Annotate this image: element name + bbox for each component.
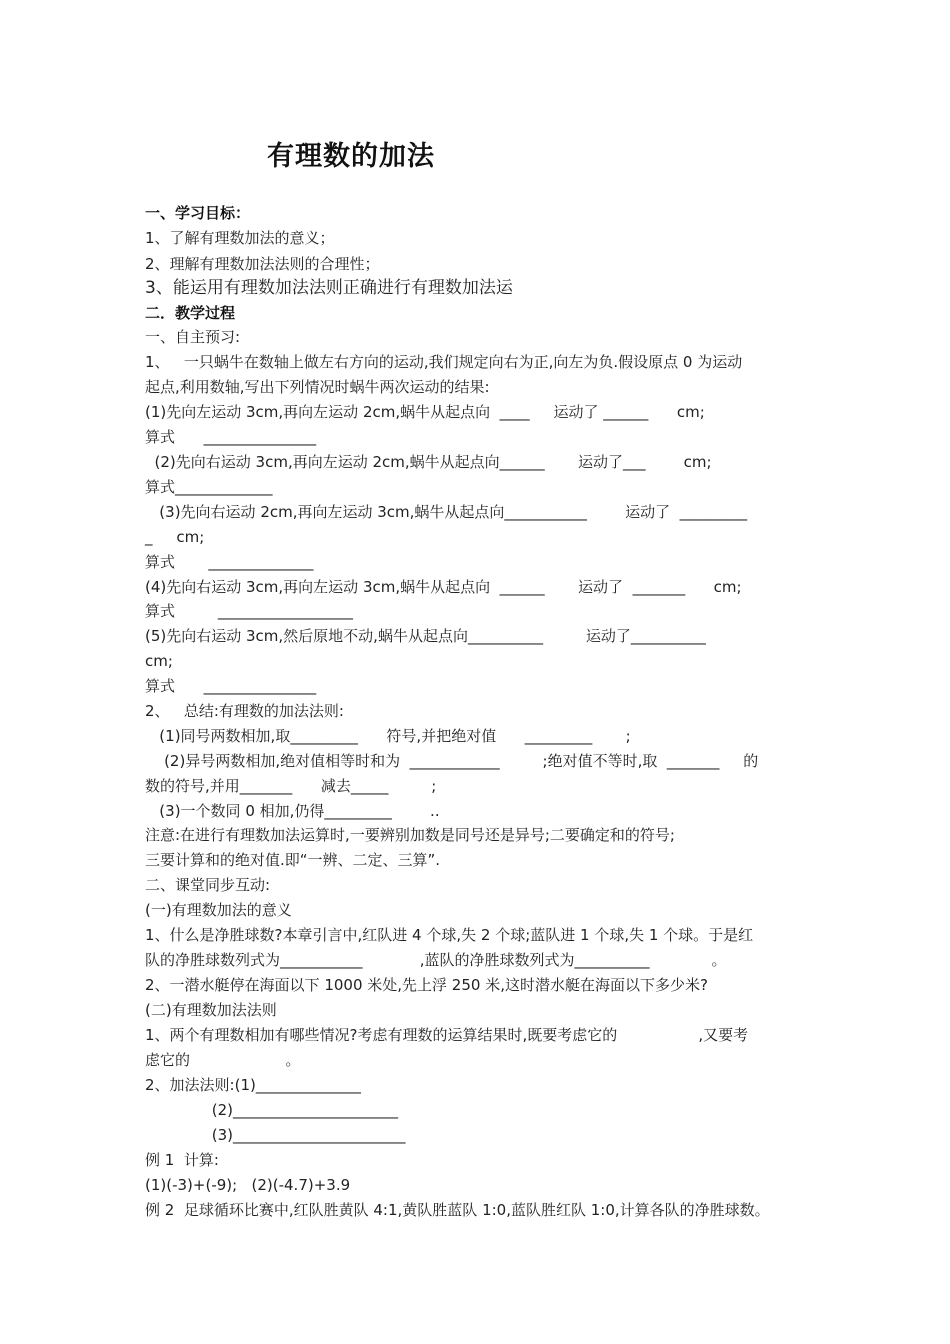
subsection-preview: 一、自主预习: bbox=[145, 328, 241, 346]
subsection-rules: (二)有理数加法法则 bbox=[145, 1001, 277, 1019]
question-1-part-5-cont: cm; bbox=[145, 652, 173, 670]
example-1-problems: (1)(-3)+(-9); (2)(-4.7)+3.9 bbox=[145, 1176, 351, 1194]
question-1-part-3: (3)先向右运动 2cm,再向左运动 3cm,蜗牛从起点向___________ 运动了 _________ bbox=[145, 503, 748, 521]
rule-2-cont: 数的符号,并用_______ 减去_____ ; bbox=[145, 777, 437, 795]
question-1-part-1: (1)先向左运动 3cm,再向左运动 2cm,蜗牛从起点向 ____ 运动了 ______ cm; bbox=[145, 403, 705, 421]
question-1-part-2: (2)先向右运动 3cm,再向左运动 2cm,蜗牛从起点向______ 运动了___ cm; bbox=[145, 453, 712, 471]
example-1-heading: 例 1 计算: bbox=[145, 1151, 219, 1169]
rule-3: (3)一个数同 0 相加,仍得_________ .. bbox=[145, 802, 440, 820]
rules-question-1: 1、两个有理数相加有哪些情况?考虑有理数的运算结果时,既要考虑它的 ,又要考 bbox=[145, 1026, 749, 1044]
meaning-question-1-cont: 队的净胜球数列式为___________ ,蓝队的净胜球数列式为__________ 。 bbox=[145, 951, 727, 969]
subsection-meaning: (一)有理数加法的意义 bbox=[145, 901, 292, 919]
objective-1: 1、了解有理数加法的意义； bbox=[145, 229, 335, 247]
formula-line-5: 算式 _______________ bbox=[145, 677, 317, 695]
question-2-summary: 2、 总结:有理数的加法法则: bbox=[145, 702, 344, 720]
question-1-part-3-cont: _ cm; bbox=[145, 528, 205, 546]
rules-question-2: 2、加法法则:(1)______________ bbox=[145, 1076, 361, 1094]
objective-2: 2、理解有理数加法法则的合理性； bbox=[145, 255, 380, 273]
rule-1: (1)同号两数相加,取_________ 符号,并把绝对值 _________ ; bbox=[145, 727, 631, 745]
rules-question-1-cont: 虑它的 。 bbox=[145, 1051, 301, 1069]
note-line-2: 三要计算和的绝对值.即“一辨、二定、三算”. bbox=[145, 851, 441, 869]
objective-3: 3、能运用有理数加法法则正确进行有理数加法运 bbox=[145, 278, 513, 298]
section-heading-process: 二．教学过程 bbox=[145, 304, 236, 322]
rule-2: (2)异号两数相加,绝对值相等时和为 ____________ ;绝对值不等时,取 _______ 的 bbox=[145, 752, 759, 770]
question-1-intro-cont: 起点,利用数轴,写出下列情况时蜗牛两次运动的结果: bbox=[145, 378, 490, 396]
formula-line-2: 算式_____________ bbox=[145, 478, 273, 496]
question-1-intro: 1、 一只蜗牛在数轴上做左右方向的运动,我们规定向右为正,向左为负.假设原点 0 为运动 bbox=[145, 353, 743, 371]
example-2: 例 2 足球循环比赛中,红队胜黄队 4:1,黄队胜蓝队 1:0,蓝队胜红队 1:0,计算各队的净胜球数。 bbox=[145, 1201, 770, 1219]
note-line-1: 注意:在进行有理数加法运算时,一要辨别加数是同号还是异号;二要确定和的符号; bbox=[145, 826, 675, 844]
question-1-part-4: (4)先向右运动 3cm,再向左运动 3cm,蜗牛从起点向 ______ 运动了 _______ cm; bbox=[145, 578, 742, 596]
meaning-question-1: 1、什么是净胜球数?本章引言中,红队进 4 个球,失 2 个球;蓝队进 1 个球,失 1 个球。于是红 bbox=[145, 926, 754, 944]
rules-question-2-item-2: (2)______________________ bbox=[145, 1101, 399, 1119]
page-title: 有理数的加法 bbox=[267, 141, 435, 172]
subsection-classroom: 二、课堂同步互动: bbox=[145, 876, 271, 894]
formula-line-3: 算式 ______________ bbox=[145, 553, 314, 571]
question-1-part-5: (5)先向右运动 3cm,然后原地不动,蜗牛从起点向__________ 运动了__________ bbox=[145, 627, 706, 645]
meaning-question-2: 2、一潜水艇停在海面以下 1000 米处,先上浮 250 米,这时潜水艇在海面以下多少米? bbox=[145, 976, 708, 994]
section-heading-objectives: 一、学习目标： bbox=[145, 204, 251, 222]
formula-line-1: 算式 _______________ bbox=[145, 428, 317, 446]
rules-question-2-item-3: (3)_______________________ bbox=[145, 1126, 406, 1144]
formula-line-4: 算式 __________________ bbox=[145, 602, 353, 620]
